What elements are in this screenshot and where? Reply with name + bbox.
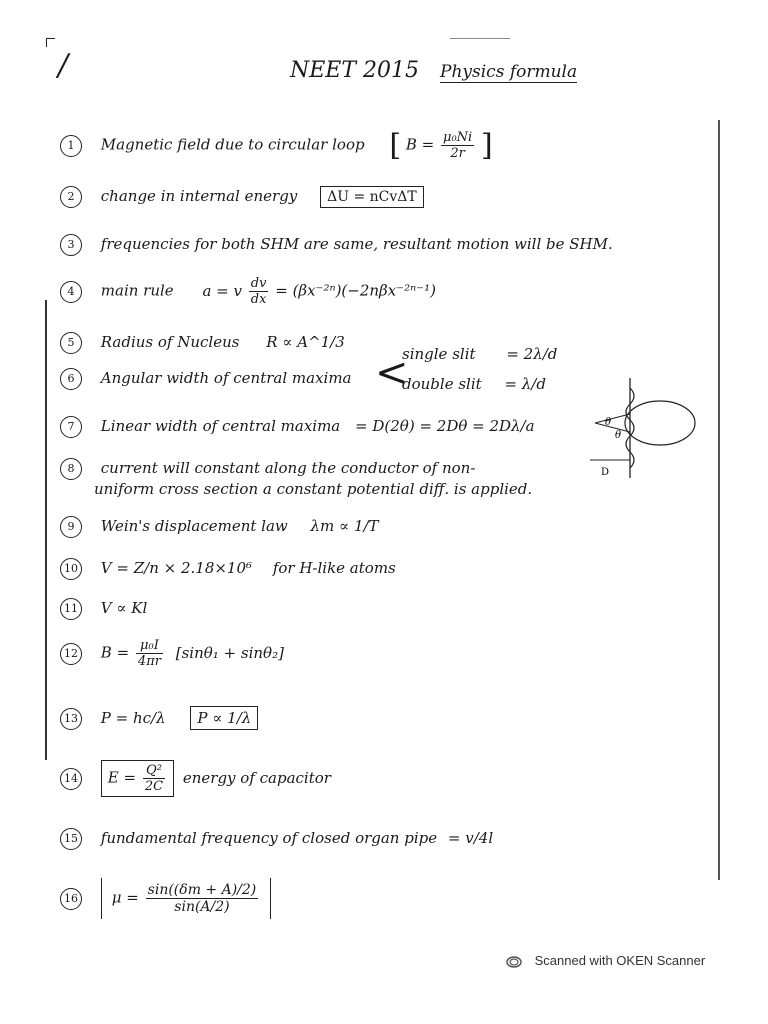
item-number: 5: [60, 332, 82, 354]
item-text-line1: current will constant along the conductor of non-: [100, 459, 476, 477]
formula: V = Z/n × 2.18×10⁶: [100, 559, 253, 577]
page-title: [290, 58, 577, 83]
fraction: $\frac{\text{μ₀Ni}}{2r}$: [443, 130, 473, 161]
formula-item-5: [60, 332, 345, 354]
item-text: for H-like atoms: [272, 559, 396, 577]
item-number: 2: [60, 186, 82, 208]
item-number: 16: [60, 888, 82, 910]
item-text: energy of capacitor: [182, 768, 331, 787]
formula-rhs: = (βx⁻²ⁿ)(−2nβx⁻²ⁿ⁻¹): [275, 281, 436, 300]
formula-item-4: [60, 276, 436, 307]
formula-lhs: B =: [405, 135, 435, 154]
formula: = v/4l: [447, 829, 494, 847]
title-text: NEET 2015: [290, 58, 420, 83]
formula-item-2: [60, 186, 424, 208]
formula-lhs: B =: [100, 643, 130, 662]
fraction: $\frac{dv}{dx}$: [250, 276, 267, 307]
theta-label: θ: [615, 430, 622, 441]
formula-lhs: a = v: [202, 281, 242, 300]
formula: R ∝ A^1/3: [266, 333, 345, 351]
formula-item-14: [60, 760, 331, 797]
item-number: 8: [60, 458, 82, 480]
scanner-text: Scanned with OKEN Scanner: [534, 953, 706, 968]
formula-item-13: [60, 706, 258, 730]
item-text: Magnetic field due to circular loop: [100, 135, 365, 154]
item-number: 1: [60, 135, 82, 157]
item-number: 12: [60, 643, 82, 665]
item-text: Linear width of central maxima: [100, 417, 341, 435]
item-number: 7: [60, 416, 82, 438]
formula: V ∝ Kl: [100, 599, 148, 617]
item-number: 15: [60, 828, 82, 850]
item-number: 9: [60, 516, 82, 538]
item-text: Radius of Nucleus: [100, 333, 240, 351]
item-number: 13: [60, 708, 82, 730]
item-text: frequencies for both SHM are same, resultant motion will be SHM.: [100, 235, 613, 253]
formula-item-7: [60, 416, 535, 438]
item-number: 11: [60, 598, 82, 620]
formula-item-1: 1 Magnetic field due to circular loop [ B = $\frac{\text{μ₀Ni}}{2r}$ ]: [60, 128, 493, 163]
corner-mark: [46, 38, 55, 47]
diffraction-diagram: [585, 378, 705, 478]
boxed-formula: E = $\frac{\text{Q²}}{2C}$: [101, 760, 174, 797]
subtitle-text: Physics formula: [440, 62, 578, 82]
item-number: 14: [60, 768, 82, 790]
scanner-watermark: [505, 953, 705, 969]
formula: λm ∝ 1/T: [310, 517, 379, 535]
theta-label: θ: [605, 417, 612, 428]
page-mark: /: [58, 48, 69, 83]
formula: P = hc/λ: [100, 709, 166, 727]
formula-item-16: [60, 878, 271, 919]
branch-bracket: <: [375, 350, 409, 396]
scanner-logo-icon: [505, 955, 523, 969]
item-number: 6: [60, 368, 82, 390]
formula-item-15: [60, 828, 493, 850]
margin-rule-right: [718, 120, 720, 880]
boxed-formula: ΔU = nCvΔT: [320, 186, 424, 208]
formula-item-10: [60, 558, 396, 580]
top-rule: [450, 38, 510, 39]
branch-double-slit: double slit = λ/d: [402, 375, 546, 393]
formula-item-9: [60, 516, 379, 538]
item-text: Wein's displacement law: [100, 517, 288, 535]
item-number: 3: [60, 234, 82, 256]
formula-item-6: [60, 368, 352, 390]
item-number: 4: [60, 281, 82, 303]
fraction: $\frac{\text{μ₀I}}{4\pi r}$: [137, 638, 161, 669]
item-text: change in internal energy: [100, 187, 298, 205]
formula-item-12: [60, 638, 284, 669]
formula-item-11: [60, 598, 147, 620]
branch-single-slit: single slit = 2λ/d: [402, 345, 558, 363]
boxed-formula: μ = $\frac{\sin((\delta m + A)/2)}{\sin(A/2)}$: [101, 878, 271, 919]
item-8-line2: uniform cross section a constant potential diff. is applied.: [94, 480, 533, 498]
margin-rule: [45, 300, 47, 760]
item-text: fundamental frequency of closed organ pipe: [100, 829, 438, 847]
item-number: 10: [60, 558, 82, 580]
intensity-lobe: [625, 401, 695, 445]
formula-item-3: [60, 234, 613, 256]
d-label: D: [601, 467, 610, 478]
boxed-formula: P ∝ 1/λ: [190, 706, 258, 730]
formula-item-8: [60, 458, 475, 480]
item-text: main rule: [100, 281, 174, 300]
formula-rhs: [sinθ₁ + sinθ₂]: [175, 643, 284, 662]
item-text: Angular width of central maxima: [100, 369, 352, 387]
formula: = D(2θ) = 2Dθ = 2Dλ/a: [355, 417, 535, 435]
